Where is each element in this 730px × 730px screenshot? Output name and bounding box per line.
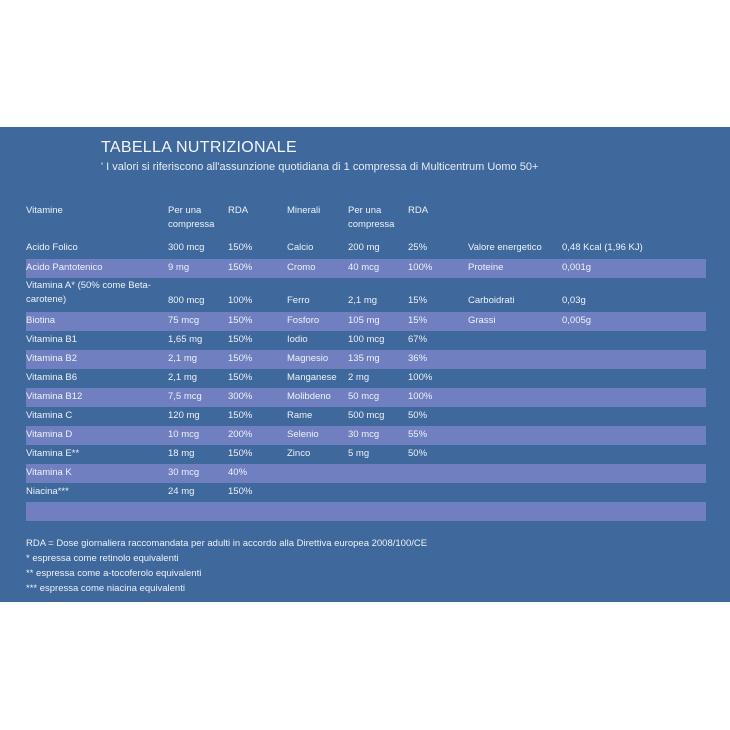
mineral-name: Zinco <box>287 448 311 459</box>
vitamin-amount: 2,1 mg <box>168 353 198 364</box>
mineral-amount: 40 mcg <box>348 262 380 273</box>
row-stripe <box>26 464 706 483</box>
vitamin-name: Vitamina B6 <box>26 372 78 383</box>
vitamin-amount: 120 mg <box>168 410 200 421</box>
energy-label: Carboidrati <box>468 295 515 306</box>
mineral-amount: 500 mcg <box>348 410 385 421</box>
vitamin-rda: 40% <box>228 467 248 478</box>
mineral-rda: 25% <box>408 242 428 253</box>
footnote-niacina: *** espressa come niacina equivalenti <box>26 583 185 594</box>
energy-value: 0,48 Kcal (1,96 KJ) <box>562 242 643 253</box>
header-minerali: Minerali <box>287 205 321 216</box>
vitamin-amount: 800 mcg <box>168 295 205 306</box>
vitamin-name: Vitamina K <box>26 467 72 478</box>
energy-label: Valore energetico <box>468 242 542 253</box>
vitamin-rda: 150% <box>228 315 253 326</box>
mineral-rda: 67% <box>408 334 428 345</box>
vitamin-amount: 24 mg <box>168 486 195 497</box>
vitamin-amount: 7,5 mcg <box>168 391 202 402</box>
energy-label: Grassi <box>468 315 496 326</box>
mineral-name: Selenio <box>287 429 319 440</box>
mineral-amount: 50 mcg <box>348 391 380 402</box>
vitamin-rda: 150% <box>228 372 253 383</box>
energy-value: 0,005g <box>562 315 592 326</box>
mineral-amount: 2,1 mg <box>348 295 378 306</box>
footnotes <box>26 536 427 596</box>
mineral-rda: 36% <box>408 353 428 364</box>
mineral-amount: 200 mg <box>348 242 380 253</box>
mineral-rda: 55% <box>408 429 428 440</box>
vitamin-amount: 300 mcg <box>168 242 205 253</box>
vitamin-amount: 1,65 mg <box>168 334 203 345</box>
mineral-rda: 100% <box>408 262 433 273</box>
header-per-una: Per una compressa <box>168 205 215 230</box>
vitamin-name: Vitamina D <box>26 429 73 440</box>
vitamin-amount: 18 mg <box>168 448 195 459</box>
mineral-amount: 100 mcg <box>348 334 385 345</box>
vitamin-name: Biotina <box>26 315 56 326</box>
mineral-amount: 5 mg <box>348 448 370 459</box>
vitamin-name: Vitamina C <box>26 410 73 421</box>
header-rda-minerali: RDA <box>408 205 429 216</box>
mineral-amount: 135 mg <box>348 353 380 364</box>
mineral-rda: 15% <box>408 315 428 326</box>
vitamin-amount: 2,1 mg <box>168 372 198 383</box>
vitamin-name: Vitamina B1 <box>26 334 78 345</box>
vitamin-amount: 10 mcg <box>168 429 200 440</box>
mineral-name: Molibdeno <box>287 391 331 402</box>
footnote-tocoferolo: ** espressa come a-tocoferolo equivalenti <box>26 568 202 579</box>
mineral-rda: 50% <box>408 410 428 421</box>
vitamin-rda: 150% <box>228 353 253 364</box>
vitamin-amount: 75 mcg <box>168 315 200 326</box>
page-subtitle: ' I valori si riferiscono all'assunzione quotidiana di 1 compressa di Multicentrum Uomo 50+ <box>101 161 539 173</box>
vitamin-amount: 30 mcg <box>168 467 200 478</box>
vitamin-rda: 150% <box>228 410 253 421</box>
vitamin-rda: 150% <box>228 334 253 345</box>
mineral-name: Fosforo <box>287 315 320 326</box>
energy-label: Proteine <box>468 262 504 273</box>
footnote-retinolo: * espressa come retinolo equivalenti <box>26 553 179 564</box>
mineral-amount: 2 mg <box>348 372 370 383</box>
vitamin-rda: 150% <box>228 242 253 253</box>
mineral-amount: 30 mcg <box>348 429 380 440</box>
vitamin-name: Vitamina E** <box>26 448 80 459</box>
vitamin-name: Niacina*** <box>26 486 69 497</box>
vitamin-rda: 150% <box>228 448 253 459</box>
mineral-name: Ferro <box>287 295 310 306</box>
vitamin-name: Vitamina B12 <box>26 391 83 402</box>
mineral-name: Magnesio <box>287 353 329 364</box>
header-rda: RDA <box>228 205 249 216</box>
mineral-name: Iodio <box>287 334 308 345</box>
vitamin-amount: 9 mg <box>168 262 190 273</box>
vitamin-name: Vitamina B2 <box>26 353 78 364</box>
mineral-rda: 100% <box>408 372 433 383</box>
row-stripe <box>26 502 706 521</box>
mineral-amount: 105 mg <box>348 315 380 326</box>
page-title: TABELLA NUTRIZIONALE <box>101 139 297 156</box>
mineral-name: Rame <box>287 410 313 421</box>
vitamin-rda: 150% <box>228 486 253 497</box>
vitamin-rda: 200% <box>228 429 253 440</box>
header-per-una-minerali: Per una compressa <box>348 205 395 230</box>
mineral-rda: 50% <box>408 448 428 459</box>
vitamin-name: Acido Pantotenico <box>26 262 103 273</box>
vitamin-rda: 300% <box>228 391 253 402</box>
header-vitamine: Vitamine <box>26 205 63 216</box>
vitamin-name: Acido Folico <box>26 242 78 253</box>
vitamin-rda: 150% <box>228 262 253 273</box>
nutrition-panel <box>0 127 730 602</box>
energy-value: 0,03g <box>562 295 586 306</box>
footnote-rda: RDA = Dose giornaliera raccomandata per adulti in accordo alla Direttiva europea 2008/100/CE <box>26 538 428 549</box>
mineral-rda: 100% <box>408 391 433 402</box>
mineral-rda: 15% <box>408 295 428 306</box>
mineral-name: Cromo <box>287 262 316 273</box>
vitamin-name: Vitamina A* (50% come Beta-carotene) <box>26 280 151 305</box>
mineral-name: Manganese <box>287 372 337 383</box>
energy-value: 0,001g <box>562 262 592 273</box>
mineral-name: Calcio <box>287 242 314 253</box>
vitamin-rda: 100% <box>228 295 253 306</box>
